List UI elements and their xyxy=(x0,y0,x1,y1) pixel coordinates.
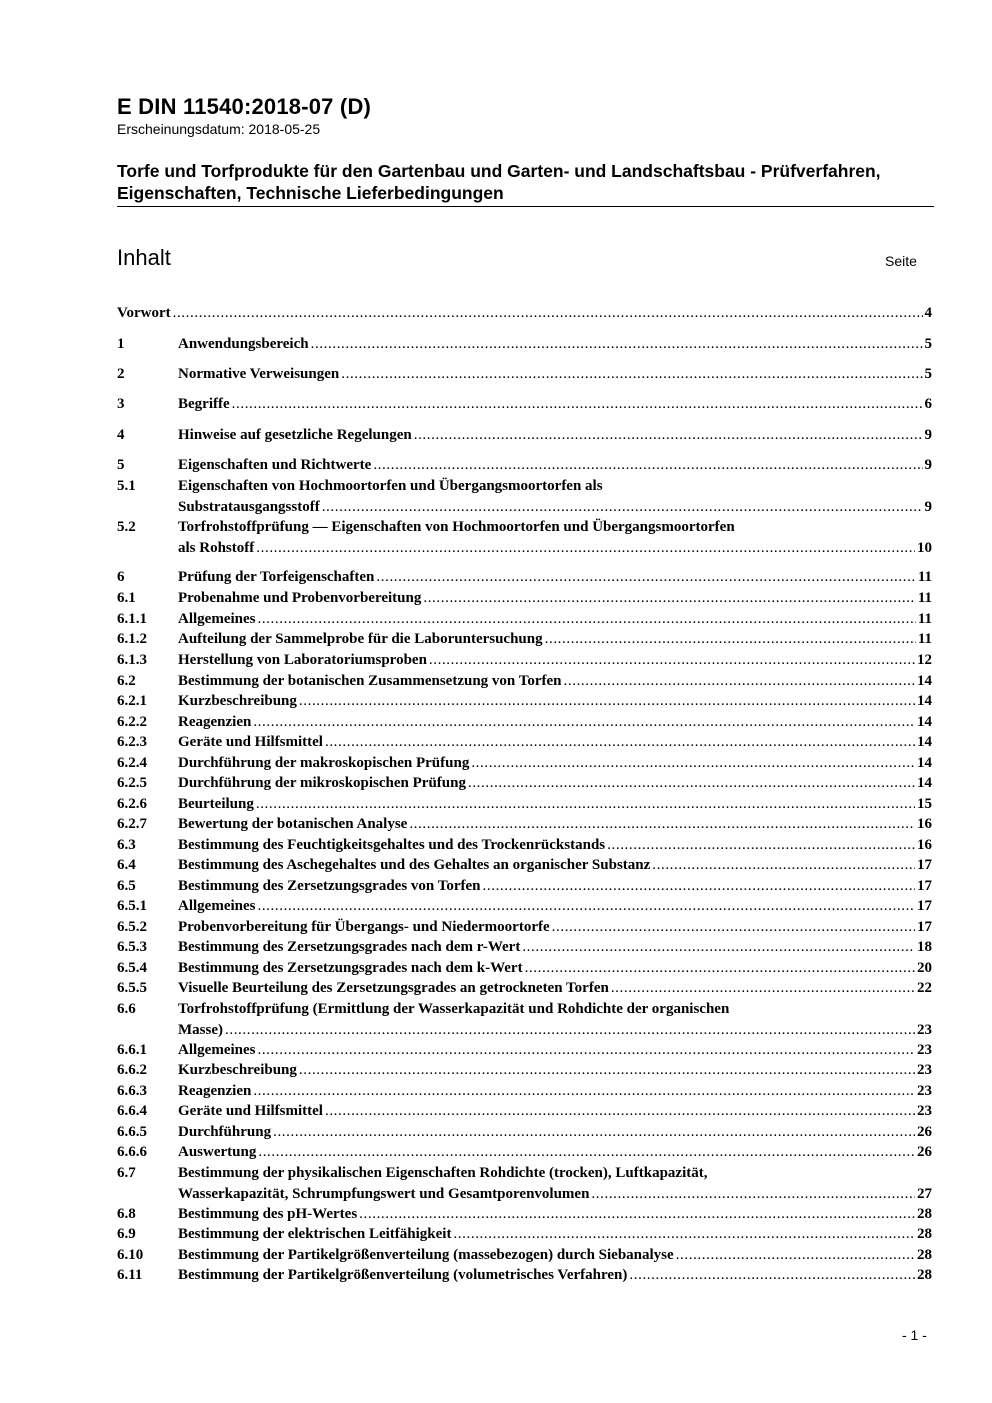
toc-entry-title: Kurzbeschreibung xyxy=(178,693,297,709)
toc-entry-title: Allgemeines xyxy=(178,1042,256,1058)
toc-entry-page: 23 xyxy=(917,1021,932,1038)
toc-entry-number: 6.2.3 xyxy=(117,734,147,750)
dot-leader xyxy=(376,567,915,588)
toc-entry-number: 6.3 xyxy=(117,837,136,853)
toc-entry-number: 5.1 xyxy=(117,478,136,494)
toc-entry-title: Torfrohstoffprüfung — Eigenschaften von Hochmoortorfen und Übergangsmoortorfen xyxy=(178,519,735,535)
toc-entry-title: Reagenzien xyxy=(178,714,252,730)
dot-leader xyxy=(299,1060,915,1081)
toc-entry-title: Anwendungsbereich xyxy=(178,336,309,352)
toc-entry-number: 6.6.3 xyxy=(117,1083,147,1099)
toc-entry-title: Eigenschaften von Hochmoortorfen und Übergangsmoortorfen als xyxy=(178,478,603,494)
toc-entry-number: 3 xyxy=(117,396,125,412)
toc-entry-title: Bestimmung der Partikelgrößenverteilung (massebezogen) durch Siebanalyse xyxy=(178,1247,674,1263)
toc-entry-page: 17 xyxy=(917,878,932,894)
dot-leader xyxy=(652,855,915,876)
toc-entry-page: 17 xyxy=(917,898,932,914)
dot-leader xyxy=(257,609,915,630)
toc-entry-page: 14 xyxy=(917,775,932,791)
dot-leader xyxy=(253,712,915,733)
dot-leader xyxy=(341,364,922,385)
toc-entry-number: 6.1.2 xyxy=(117,631,147,647)
toc-entry-title: Beurteilung xyxy=(178,796,254,812)
toc-entry-title: Normative Verweisungen xyxy=(178,366,340,382)
document-id: E DIN 11540:2018-07 (D) xyxy=(117,94,372,119)
toc-entry-number: 6.2 xyxy=(117,673,136,689)
dot-leader xyxy=(545,629,916,650)
toc-entry-title: Bestimmung des pH-Wertes xyxy=(178,1206,358,1222)
dot-leader xyxy=(373,455,922,476)
toc-entry-number: 6.5.2 xyxy=(117,919,147,935)
toc-entry-title: Probenahme und Probenvorbereitung xyxy=(178,590,422,606)
toc-entry-title-continued: Substratausgangsstoff xyxy=(178,498,320,515)
toc-entry-number: 2 xyxy=(117,366,125,382)
dot-leader xyxy=(611,978,915,999)
toc-entry-page: 26 xyxy=(917,1144,932,1160)
toc-entry-number: 6.6 xyxy=(117,1001,136,1017)
toc-entry-page: 28 xyxy=(917,1267,932,1283)
dot-leader xyxy=(414,425,923,446)
toc-entry-title: Eigenschaften und Richtwerte xyxy=(178,457,372,473)
toc-entry-page: 15 xyxy=(917,796,932,812)
toc-entry-number: 1 xyxy=(117,336,125,352)
toc-entry-number: 6.5.1 xyxy=(117,898,147,914)
dot-leader xyxy=(257,896,915,917)
dot-leader xyxy=(471,753,915,774)
toc-entry-number: 6.2.7 xyxy=(117,816,147,832)
toc-entry-page: 5 xyxy=(924,336,932,352)
toc-entry-page: 11 xyxy=(917,569,932,585)
toc-entry-title: Kurzbeschreibung xyxy=(178,1062,297,1078)
dot-leader xyxy=(256,538,915,559)
toc-entry-title: Bestimmung der botanischen Zusammensetzung von Torfen xyxy=(178,673,562,689)
toc-entry-title: Bestimmung der physikalischen Eigenschaften Rohdichte (trocken), Luftkapazität, xyxy=(178,1165,708,1181)
toc-entry-title: Probenvorbereitung für Übergangs- und Niedermoortorfe xyxy=(178,919,550,935)
dot-leader xyxy=(591,1184,915,1205)
toc-entry-number: 6.5 xyxy=(117,878,136,894)
dot-leader xyxy=(325,732,915,753)
toc-entry-page: 22 xyxy=(917,980,932,996)
toc-entry-title: Reagenzien xyxy=(178,1083,252,1099)
toc-entry-page: 14 xyxy=(917,755,932,771)
dot-leader xyxy=(629,1265,915,1286)
toc-entry-page: 17 xyxy=(917,857,932,873)
toc-entry-title: Bestimmung der Partikelgrößenverteilung (volumetrisches Verfahren) xyxy=(178,1267,628,1283)
toc-entry-number: 6.4 xyxy=(117,857,136,873)
dot-leader xyxy=(429,650,915,671)
toc-entry-page: 14 xyxy=(917,673,932,689)
toc-entry-number: 6.11 xyxy=(117,1267,143,1283)
toc-entry-title: Allgemeines xyxy=(178,898,256,914)
toc-entry-page: 23 xyxy=(917,1042,932,1058)
toc-entry-page: 26 xyxy=(917,1124,932,1140)
dot-leader xyxy=(423,588,915,609)
toc-entry-page: 16 xyxy=(917,816,932,832)
dot-leader xyxy=(173,303,923,324)
toc-entry-number: 6.2.2 xyxy=(117,714,147,730)
toc-entry-page: 11 xyxy=(917,611,932,627)
toc-entry-page: 28 xyxy=(917,1247,932,1263)
dot-leader xyxy=(468,773,915,794)
dot-leader xyxy=(409,814,915,835)
toc-entry-number: 6.10 xyxy=(117,1247,144,1263)
issue-date: Erscheinungsdatum: 2018-05-25 xyxy=(117,121,321,137)
toc-entry-page: 18 xyxy=(917,939,932,955)
toc-entry-page: 14 xyxy=(917,714,932,730)
toc-entry-page: 20 xyxy=(917,960,932,976)
toc-entry-title: Geräte und Hilfsmittel xyxy=(178,1103,323,1119)
title-rule xyxy=(117,206,934,207)
dot-leader xyxy=(359,1204,915,1225)
toc-entry-page: 23 xyxy=(917,1083,932,1099)
toc-entry-page: 9 xyxy=(924,498,932,515)
dot-leader xyxy=(311,334,923,355)
page-number: - 1 - xyxy=(902,1327,927,1343)
dot-leader xyxy=(232,394,923,415)
toc-entry-number: 6.5.5 xyxy=(117,980,147,996)
toc-entry-number: 6.1.3 xyxy=(117,652,147,668)
dot-leader xyxy=(257,1040,915,1061)
toc-entry-number: 6.6.5 xyxy=(117,1124,147,1140)
toc-entry-title: Herstellung von Laboratoriumsproben xyxy=(178,652,427,668)
toc-entry-page: 28 xyxy=(917,1226,932,1242)
toc-entry-number: 5.2 xyxy=(117,519,136,535)
toc-entry-page: 14 xyxy=(917,734,932,750)
toc-entry-number: 4 xyxy=(117,427,125,443)
toc-entry-page: 12 xyxy=(917,652,932,668)
toc-entry-page: 28 xyxy=(917,1206,932,1222)
toc-entry-page: 23 xyxy=(917,1062,932,1078)
toc-entry-title: Bestimmung des Zersetzungsgrades nach dem k-Wert xyxy=(178,960,523,976)
toc-entry-number: 6.8 xyxy=(117,1206,136,1222)
toc-entry-title: Durchführung der makroskopischen Prüfung xyxy=(178,755,470,771)
toc-entry-title-continued: Wasserkapazität, Schrumpfungswert und Gesamtporenvolumen xyxy=(178,1185,590,1202)
dot-leader xyxy=(483,876,915,897)
toc-entry-title: Auswertung xyxy=(178,1144,257,1160)
toc-entry-page: 9 xyxy=(924,457,932,473)
toc-entry-title-continued: Masse) xyxy=(178,1021,223,1038)
dot-leader xyxy=(525,958,915,979)
dot-leader xyxy=(552,917,915,938)
toc-entry-title: Torfrohstoffprüfung (Ermittlung der Wasserkapazität und Rohdichte der organischen xyxy=(178,1001,730,1017)
toc-entry-page: 16 xyxy=(917,837,932,853)
toc-entry-title: Bestimmung des Aschegehaltes und des Gehaltes an organischer Substanz xyxy=(178,857,651,873)
toc-entry-title: Durchführung der mikroskopischen Prüfung xyxy=(178,775,466,791)
dot-leader xyxy=(225,1020,915,1041)
toc-entry-title: Aufteilung der Sammelprobe für die Laboruntersuchung xyxy=(178,631,543,647)
toc-entry-number: 6.6.6 xyxy=(117,1144,147,1160)
toc-entry-number: 6.2.6 xyxy=(117,796,147,812)
toc-entry-title: Bewertung der botanischen Analyse xyxy=(178,816,408,832)
toc-entry-page: 10 xyxy=(917,539,932,556)
toc-entry-number: 6.1 xyxy=(117,590,136,606)
dot-leader xyxy=(522,937,915,958)
toc-entry-page: 23 xyxy=(917,1103,932,1119)
toc-entry-title: Begriffe xyxy=(178,396,230,412)
toc-page-column-label: Seite xyxy=(885,253,917,269)
toc-entry-page: 4 xyxy=(924,305,932,321)
toc-entry-title: Bestimmung der elektrischen Leitfähigkeit xyxy=(178,1226,452,1242)
toc-entry-number: 6 xyxy=(117,569,125,585)
dot-leader xyxy=(325,1101,915,1122)
document-title: Torfe und Torfprodukte für den Gartenbau und Garten- und Landschaftsbau - Prüfverfahren, Eigenschaften, Technische Lieferbedingungen xyxy=(117,161,881,203)
toc-entry-title: Visuelle Beurteilung des Zersetzungsgrades an getrockneten Torfen xyxy=(178,980,609,996)
dot-leader xyxy=(253,1081,915,1102)
toc-entry-page: 17 xyxy=(917,919,932,935)
dot-leader xyxy=(299,691,915,712)
dot-leader xyxy=(322,497,923,518)
toc-entry-title: Bestimmung des Feuchtigkeitsgehaltes und des Trockenrückstands xyxy=(178,837,606,853)
toc-entry-title: Vorwort xyxy=(117,305,171,321)
toc-entry-page: 6 xyxy=(924,396,932,412)
toc-entry-number: 6.9 xyxy=(117,1226,136,1242)
toc-entry-page: 14 xyxy=(917,693,932,709)
toc-entry-number: 6.1.1 xyxy=(117,611,147,627)
toc-entry-number: 5 xyxy=(117,457,125,473)
toc-entry-page: 11 xyxy=(917,631,932,647)
dot-leader xyxy=(607,835,915,856)
toc-entry-page: 11 xyxy=(917,590,932,606)
toc-entry-number: 6.6.2 xyxy=(117,1062,147,1078)
dot-leader xyxy=(564,671,915,692)
toc-entry-title: Prüfung der Torfeigenschaften xyxy=(178,569,375,585)
toc-entry-title: Allgemeines xyxy=(178,611,256,627)
dot-leader xyxy=(258,1142,915,1163)
toc-entry-title: Hinweise auf gesetzliche Regelungen xyxy=(178,427,412,443)
dot-leader xyxy=(256,794,915,815)
toc-entry-number: 6.7 xyxy=(117,1165,136,1181)
toc-entry-title-continued: als Rohstoff xyxy=(178,539,255,556)
toc-entry-title: Bestimmung des Zersetzungsgrades nach dem r-Wert xyxy=(178,939,521,955)
dot-leader xyxy=(273,1122,915,1143)
dot-leader xyxy=(676,1245,915,1266)
toc-entry-number: 6.2.5 xyxy=(117,775,147,791)
toc-entry-number: 6.6.4 xyxy=(117,1103,147,1119)
dot-leader xyxy=(453,1224,915,1245)
toc-entry-title: Bestimmung des Zersetzungsgrades von Torfen xyxy=(178,878,481,894)
toc-entry-page: 9 xyxy=(924,427,932,443)
toc-entry-number: 6.2.1 xyxy=(117,693,147,709)
toc-entry-number: 6.5.4 xyxy=(117,960,147,976)
toc-entry-number: 6.6.1 xyxy=(117,1042,147,1058)
toc-entry-number: 6.5.3 xyxy=(117,939,147,955)
toc-entry-page: 27 xyxy=(917,1185,932,1202)
toc-entry-title: Geräte und Hilfsmittel xyxy=(178,734,323,750)
toc-entry-page: 5 xyxy=(924,366,932,382)
toc-entry-number: 6.2.4 xyxy=(117,755,147,771)
toc-entry-title: Durchführung xyxy=(178,1124,272,1140)
toc-heading: Inhalt xyxy=(117,245,171,270)
